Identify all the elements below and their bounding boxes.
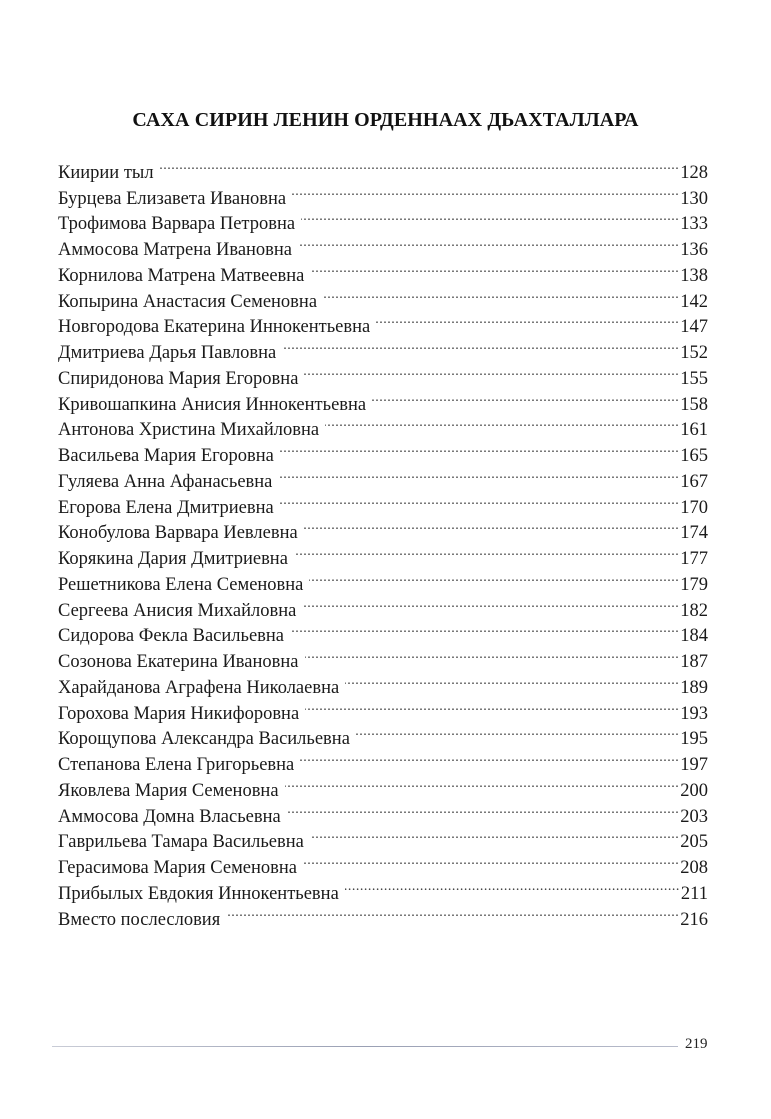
dot-leader bbox=[310, 822, 679, 848]
toc-entry-title: Аммосова Матрена Ивановна bbox=[58, 240, 293, 260]
toc-entry-page: 136 bbox=[680, 240, 708, 260]
dot-leader bbox=[226, 899, 679, 925]
toc-entry-title: Трофимова Варвара Петровна bbox=[58, 214, 296, 235]
toc-entry-page: 177 bbox=[680, 549, 708, 569]
toc-entry-title: Гуляева Анна Афанасьевна bbox=[58, 471, 273, 492]
toc-entry-page: 174 bbox=[680, 523, 708, 544]
toc-entry-page: 216 bbox=[680, 909, 708, 930]
toc-entry-title: Сергеева Анисия Михайловна bbox=[58, 600, 297, 621]
toc-entry-page: 158 bbox=[680, 394, 708, 415]
toc-entry-title: Егорова Елена Дмитриевна bbox=[58, 497, 274, 518]
toc-entry-page: 195 bbox=[680, 729, 708, 750]
toc-entry-page: 189 bbox=[680, 677, 708, 698]
footer-divider bbox=[52, 1046, 678, 1047]
dot-leader bbox=[304, 358, 679, 384]
toc-entry-title: Кривошапкина Анисия Иннокентьевна bbox=[58, 394, 367, 415]
toc-entry-title: Дмитриева Дарья Павловна bbox=[58, 343, 277, 363]
toc-entry-title: Гаврильева Тамара Васильевна bbox=[58, 832, 304, 853]
toc-entry-page: 208 bbox=[680, 858, 708, 878]
dot-leader bbox=[278, 461, 679, 487]
toc-entry-page: 182 bbox=[680, 600, 708, 621]
dot-leader bbox=[345, 873, 680, 899]
toc-entry-page: 138 bbox=[680, 265, 708, 286]
dot-leader bbox=[356, 719, 679, 745]
toc-entry-page: 130 bbox=[680, 188, 708, 209]
dot-leader bbox=[323, 281, 679, 307]
toc-entry-title: Сидорова Фекла Васильевна bbox=[58, 626, 285, 647]
dot-leader bbox=[372, 384, 679, 410]
toc-entry-page: 133 bbox=[680, 214, 708, 235]
toc-entry-title: Новгородова Екатерина Иннокентьевна bbox=[58, 317, 371, 338]
dot-leader bbox=[280, 435, 679, 461]
dot-leader bbox=[280, 487, 680, 513]
toc-entry-page: 197 bbox=[680, 755, 708, 775]
toc-entry-title: Киирии тыл bbox=[58, 162, 154, 183]
toc-entry-title: Вместо послесловия bbox=[58, 909, 221, 930]
toc-entry-title: Антонова Христина Михайловна bbox=[58, 420, 320, 441]
toc-entry-title: Спиридонова Мария Егоровна bbox=[58, 368, 299, 389]
table-of-contents bbox=[58, 152, 708, 930]
toc-entry-page: 205 bbox=[680, 832, 708, 853]
dot-leader bbox=[325, 410, 679, 436]
dot-leader bbox=[300, 744, 679, 770]
dot-leader bbox=[302, 590, 679, 616]
dot-leader bbox=[303, 847, 679, 873]
toc-entry[interactable] bbox=[58, 152, 708, 183]
dot-leader bbox=[287, 796, 680, 822]
toc-entry-title: Харайданова Аграфена Николаевна bbox=[58, 677, 340, 698]
toc-entry-title: Корощупова Александра Васильевна bbox=[58, 729, 350, 750]
toc-entry-title: Копырина Анастасия Семеновна bbox=[58, 291, 318, 312]
dot-leader bbox=[309, 564, 679, 590]
dot-leader bbox=[304, 513, 680, 539]
toc-entry-page: 165 bbox=[680, 446, 708, 466]
toc-entry-page: 128 bbox=[680, 162, 708, 183]
toc-entry-title: Корнилова Матрена Матвеевна bbox=[58, 265, 305, 286]
toc-entry-title: Яковлева Мария Семеновна bbox=[58, 780, 279, 801]
dot-leader bbox=[282, 332, 679, 358]
toc-entry-title: Герасимова Мария Семеновна bbox=[58, 858, 297, 878]
toc-entry-page: 170 bbox=[680, 497, 708, 518]
toc-entry-page: 155 bbox=[680, 368, 708, 389]
dot-leader bbox=[310, 255, 679, 281]
toc-entry-page: 147 bbox=[680, 317, 708, 338]
dot-leader bbox=[298, 229, 679, 255]
dot-leader bbox=[290, 616, 679, 642]
toc-entry-page: 142 bbox=[680, 291, 708, 312]
toc-entry-title: Горохова Мария Никифоровна bbox=[58, 703, 300, 724]
dot-leader bbox=[294, 538, 679, 564]
toc-entry-title: Аммосова Домна Власьевна bbox=[58, 806, 281, 827]
toc-entry-title: Степанова Елена Григорьевна bbox=[58, 755, 295, 775]
dot-leader bbox=[292, 178, 679, 204]
dot-leader bbox=[285, 770, 680, 796]
toc-entry-title: Бурцева Елизавета Ивановна bbox=[58, 188, 287, 209]
toc-entry-title: Васильева Мария Егоровна bbox=[58, 446, 274, 466]
dot-leader bbox=[305, 693, 679, 719]
toc-entry-title: Решетникова Елена Семеновна bbox=[58, 574, 304, 595]
toc-entry-page: 152 bbox=[680, 343, 708, 363]
toc-entry-page: 203 bbox=[680, 806, 708, 827]
dot-leader bbox=[376, 307, 679, 333]
toc-entry-page: 161 bbox=[680, 420, 708, 441]
toc-entry-title: Созонова Екатерина Ивановна bbox=[58, 652, 299, 672]
toc-entry-page: 193 bbox=[680, 703, 708, 724]
toc-entry-page: 211 bbox=[680, 883, 708, 904]
toc-entry-title: Конобулова Варвара Иевлевна bbox=[58, 523, 298, 544]
dot-leader bbox=[160, 152, 680, 178]
dot-leader bbox=[345, 667, 679, 693]
dot-leader bbox=[305, 641, 680, 667]
toc-entry-title: Корякина Дария Дмитриевна bbox=[58, 549, 288, 569]
toc-entry-title: Прибылых Евдокия Иннокентьевна bbox=[58, 883, 339, 904]
page-title: САХА СИРИН ЛЕНИН ОРДЕННААХ ДЬАХТАЛЛАРА bbox=[132, 109, 639, 132]
toc-entry-page: 179 bbox=[680, 574, 708, 595]
dot-leader bbox=[301, 204, 679, 230]
page-number: 219 bbox=[685, 1036, 708, 1052]
toc-entry-page: 184 bbox=[680, 626, 708, 647]
toc-entry-page: 200 bbox=[680, 780, 708, 801]
toc-entry-page: 187 bbox=[680, 652, 708, 672]
toc-entry-page: 167 bbox=[680, 471, 708, 492]
